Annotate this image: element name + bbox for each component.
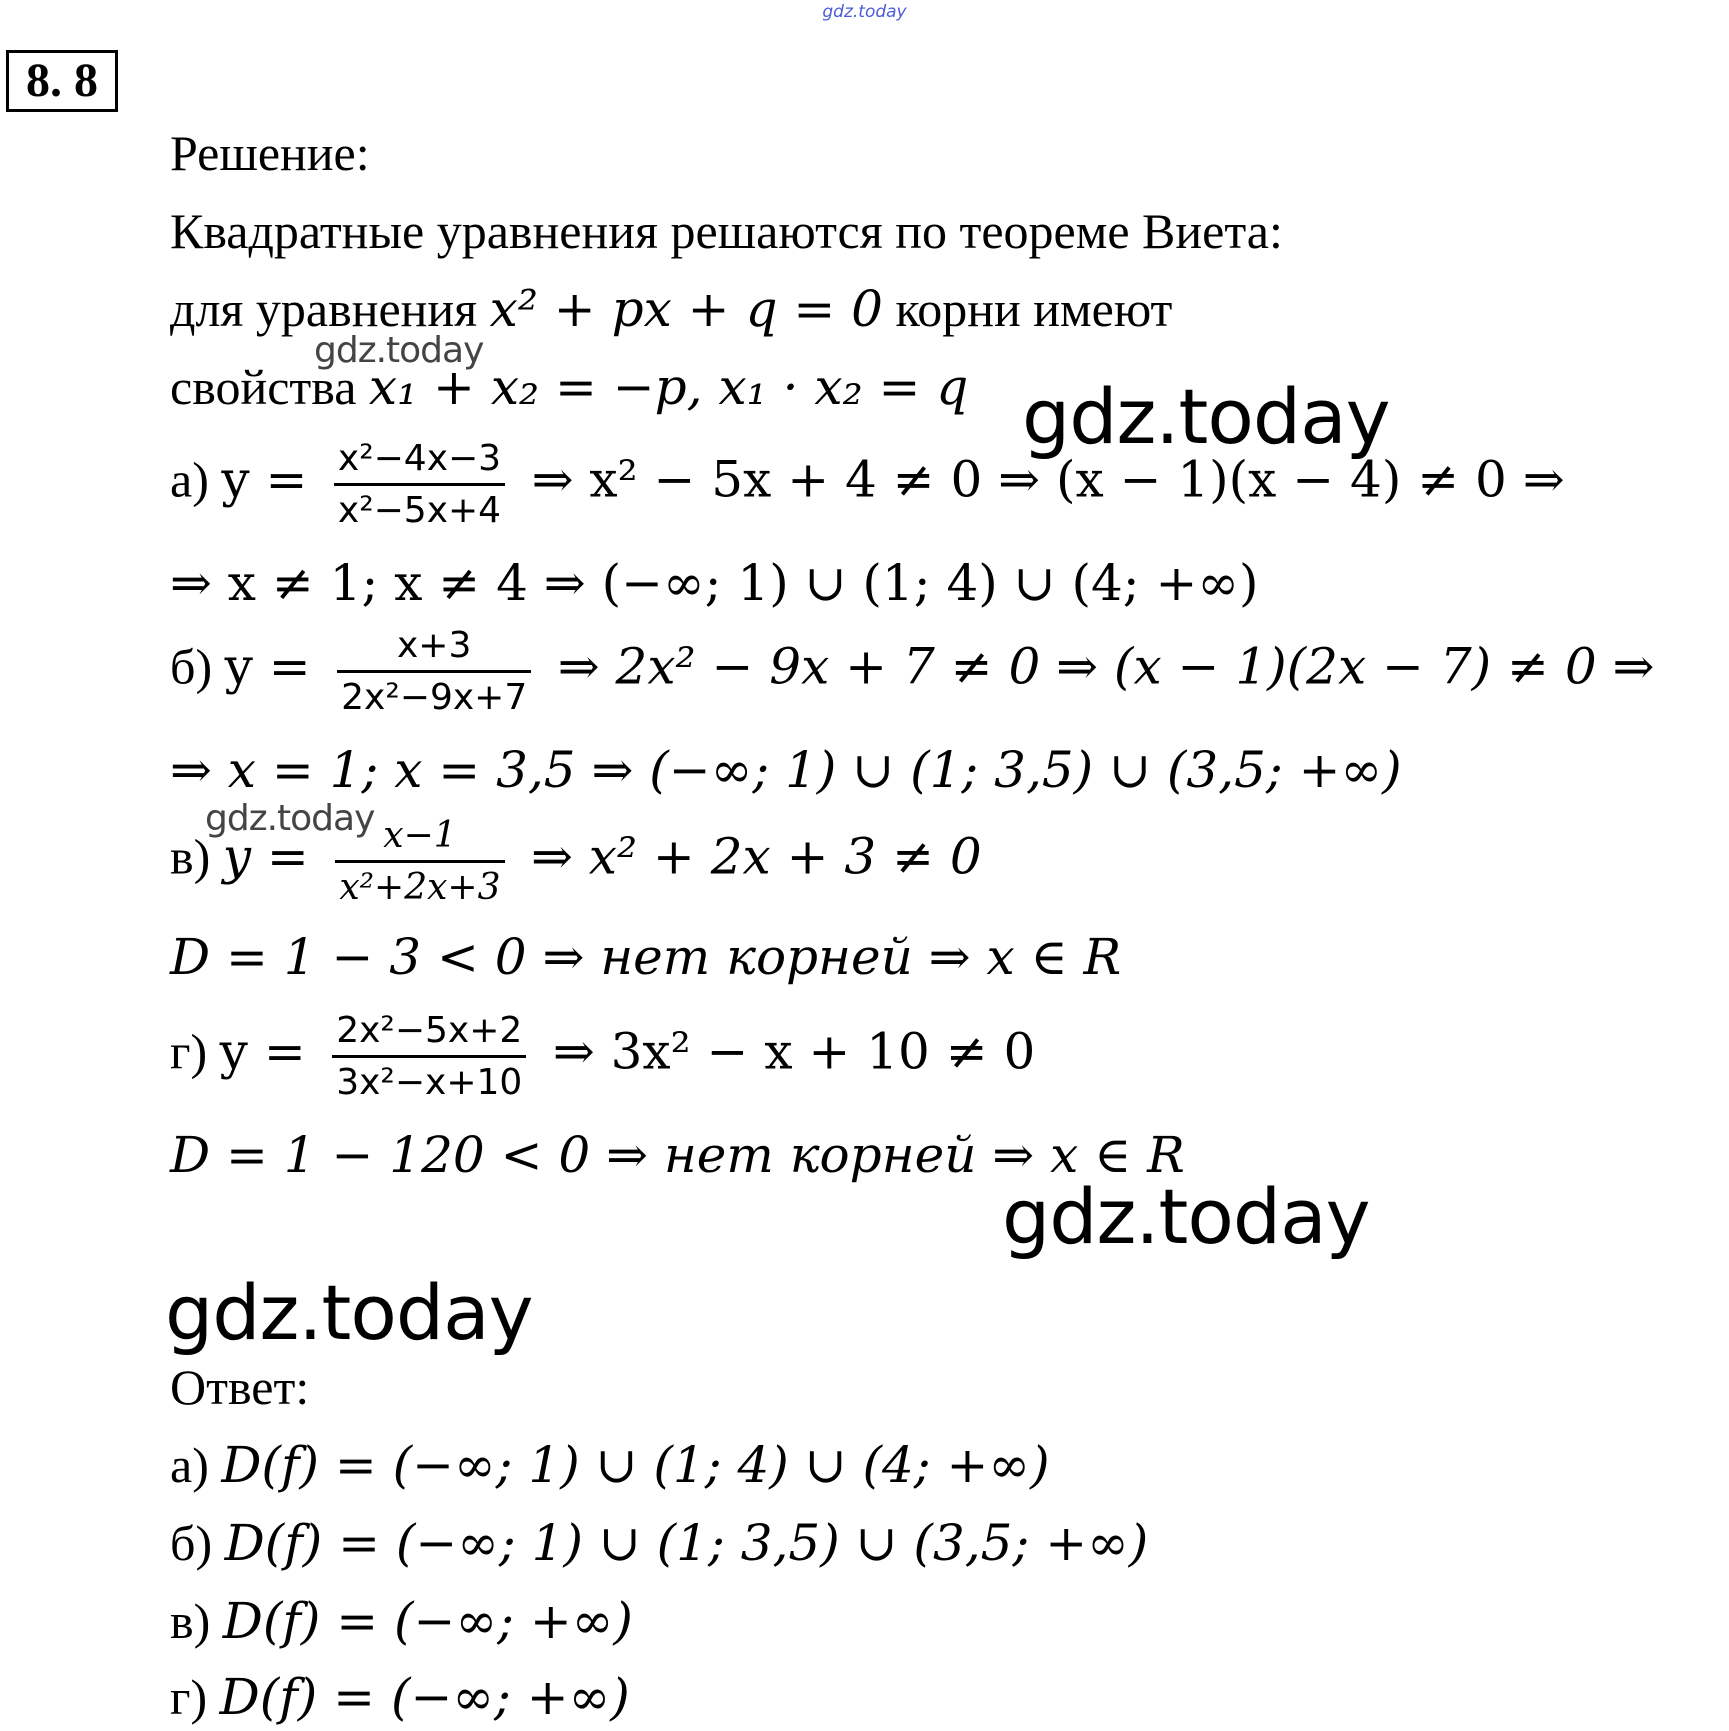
part-a-fraction [334, 438, 505, 532]
part-v-label: в) [170, 828, 211, 885]
part-b-y: y = [224, 637, 311, 696]
vieta-properties: x₁ + x₂ = −p, x₁ · x₂ = q [368, 358, 969, 416]
watermark-small-1: gdz.today [314, 330, 484, 371]
intro-2-suffix: корни имеют [895, 281, 1173, 337]
part-g-label: г) [170, 1023, 208, 1080]
answer-v [170, 1592, 633, 1650]
part-v-rest: ⇒ x² + 2x + 3 ≠ 0 [531, 827, 982, 886]
answer-a [170, 1436, 1050, 1494]
part-a-line-2: ⇒ x ≠ 1; x ≠ 4 ⇒ (−∞; 1) ∪ (1; 4) ∪ (4; +∞) [170, 554, 1259, 612]
part-b-line-2: ⇒ x = 1; x = 3,5 ⇒ (−∞; 1) ∪ (1; 3,5) ∪ (3,5; +∞) [170, 741, 1402, 799]
solution-heading: Решение: [170, 125, 370, 181]
part-a-denominator: x²−5x+4 [337, 490, 502, 532]
part-g-y: y = [219, 1022, 306, 1081]
answer-g-label: г) [170, 1669, 208, 1725]
part-b-numerator: x+3 [337, 625, 531, 673]
intro-line-3 [170, 358, 969, 416]
part-g-numerator: 2x²−5x+2 [332, 1010, 526, 1058]
answer-b-label: б) [170, 1515, 213, 1571]
part-v-denominator: x²+2x+3 [339, 867, 501, 909]
part-b-denominator: 2x²−9x+7 [341, 677, 528, 719]
part-b-fraction [337, 625, 531, 719]
part-a-label: а) [170, 451, 209, 508]
answer-g-value: D(f) = (−∞; +∞) [219, 1668, 630, 1726]
intro-2-prefix: для уравнения [170, 281, 478, 337]
watermark-big-1: gdz.today [1022, 372, 1390, 461]
part-b-label: б) [170, 638, 213, 695]
answer-g [170, 1668, 630, 1726]
answer-heading: Ответ: [170, 1359, 310, 1415]
answer-v-value: D(f) = (−∞; +∞) [222, 1592, 633, 1650]
part-g-fraction [332, 1010, 526, 1104]
answer-a-label: а) [170, 1437, 209, 1493]
part-g-line-2: D = 1 − 120 < 0 ⇒ нет корней ⇒ x ∈ R [170, 1126, 1185, 1184]
watermark-big-3: gdz.today [165, 1268, 533, 1357]
intro-line-2 [170, 280, 1173, 338]
part-b-rest: ⇒ 2x² − 9x + 7 ≠ 0 ⇒ (x − 1)(2x − 7) ≠ 0 ⇒ [557, 637, 1655, 696]
answer-b [170, 1514, 1149, 1572]
problem-number: 8. 8 [6, 50, 118, 112]
part-a-numerator: x²−4x−3 [334, 438, 505, 486]
part-v-y: y = [222, 827, 309, 886]
part-v-line-2: D = 1 − 3 < 0 ⇒ нет корней ⇒ x ∈ R [170, 928, 1122, 986]
part-g-line-1 [170, 1010, 1035, 1104]
part-v-numerator: x−1 [335, 815, 504, 863]
part-a-y: y = [221, 450, 308, 509]
watermark-big-2: gdz.today [1002, 1172, 1370, 1261]
answer-a-value: D(f) = (−∞; 1) ∪ (1; 4) ∪ (4; +∞) [221, 1436, 1050, 1494]
answer-b-value: D(f) = (−∞; 1) ∪ (1; 3,5) ∪ (3,5; +∞) [224, 1514, 1149, 1572]
part-b-line-1 [170, 625, 1654, 719]
part-g-denominator: 3x²−x+10 [336, 1062, 523, 1104]
watermark-small-2: gdz.today [205, 798, 375, 839]
part-g-rest: ⇒ 3x² − x + 10 ≠ 0 [552, 1022, 1036, 1081]
vieta-equation: x² + px + q = 0 [489, 280, 883, 338]
watermark-top: gdz.today [822, 2, 907, 22]
answer-v-label: в) [170, 1593, 211, 1649]
intro-line-1: Квадратные уравнения решаются по теореме Виета: [170, 203, 1283, 259]
part-a-rest: ⇒ x² − 5x + 4 ≠ 0 ⇒ (x − 1)(x − 4) ≠ 0 ⇒ [531, 450, 1565, 509]
intro-3-prefix: свойства [170, 359, 357, 415]
